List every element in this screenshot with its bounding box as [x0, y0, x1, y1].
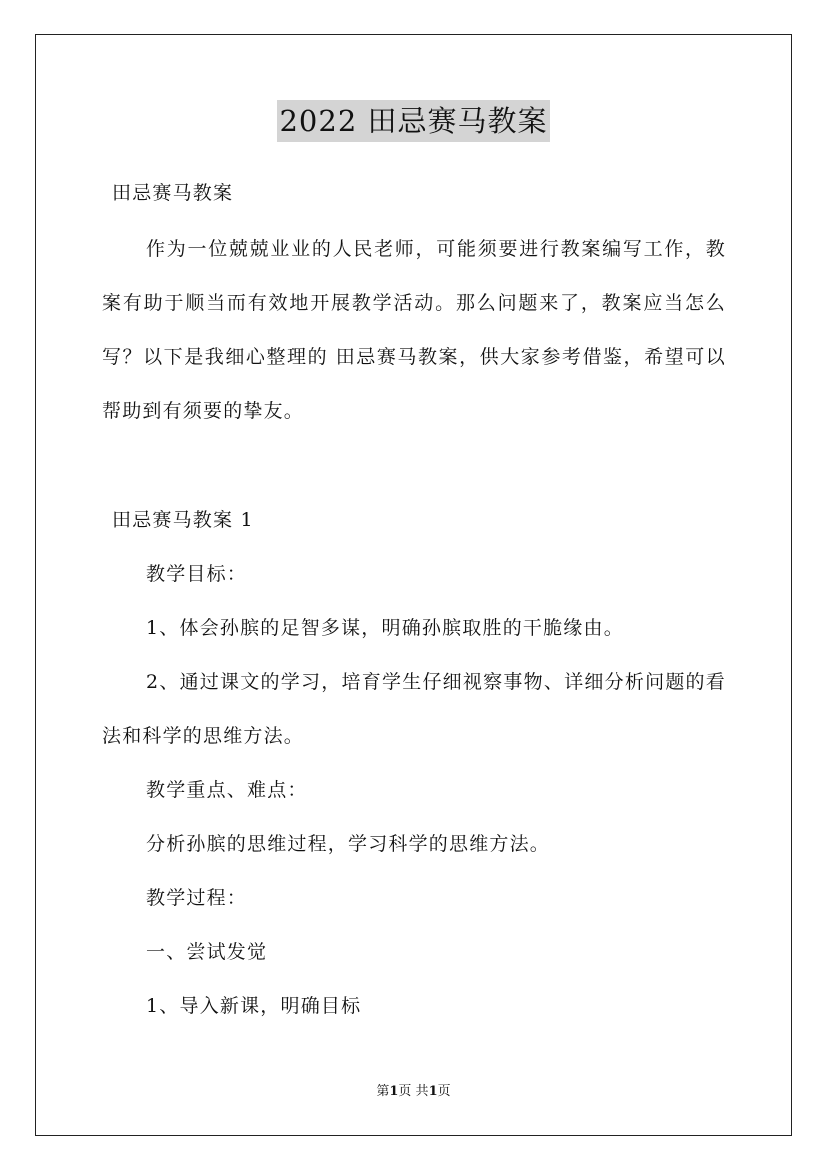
objective-2-line-2: 法和科学的思维方法。: [102, 725, 305, 747]
footer-prefix: 第: [376, 1084, 390, 1099]
title-container: [0, 100, 827, 142]
intro-line-2: 案有助于顺当而有效地开展教学活动。那么问题来了，教案应当怎么: [102, 292, 726, 314]
process-step-1: 1、导入新课，明确目标: [146, 995, 362, 1017]
footer-suffix: 页: [437, 1084, 451, 1099]
subtitle-line: 田忌赛马教案: [112, 182, 234, 204]
objective-2-line-1: 2、通过课文的学习，培育学生仔细视察事物、详细分析问题的看: [146, 671, 726, 693]
key-points-heading: 教学重点、难点：: [146, 779, 308, 801]
objectives-heading: 教学目标：: [146, 563, 248, 585]
document-title: 2022 田忌赛马教案: [277, 100, 549, 142]
footer-middle: 页 共: [398, 1084, 429, 1099]
section-heading: 田忌赛马教案 1: [112, 509, 254, 531]
page-footer: [0, 1083, 827, 1101]
footer-total-pages: 1: [428, 1084, 438, 1099]
key-points-text: 分析孙膑的思维过程，学习科学的思维方法。: [146, 833, 551, 855]
intro-line-4: 帮助到有须要的挚友。: [102, 400, 305, 422]
process-heading: 教学过程：: [146, 887, 248, 909]
process-step-heading: 一、尝试发觉: [146, 941, 268, 963]
footer-page-number: 1: [389, 1084, 399, 1099]
intro-line-3: 写？以下是我细心整理的 田忌赛马教案，供大家参考借鉴，希望可以: [102, 346, 726, 368]
intro-line-1: 作为一位兢兢业业的人民老师，可能须要进行教案编写工作，教: [146, 238, 726, 260]
objective-1: 1、体会孙膑的足智多谋，明确孙膑取胜的干脆缘由。: [146, 617, 624, 639]
